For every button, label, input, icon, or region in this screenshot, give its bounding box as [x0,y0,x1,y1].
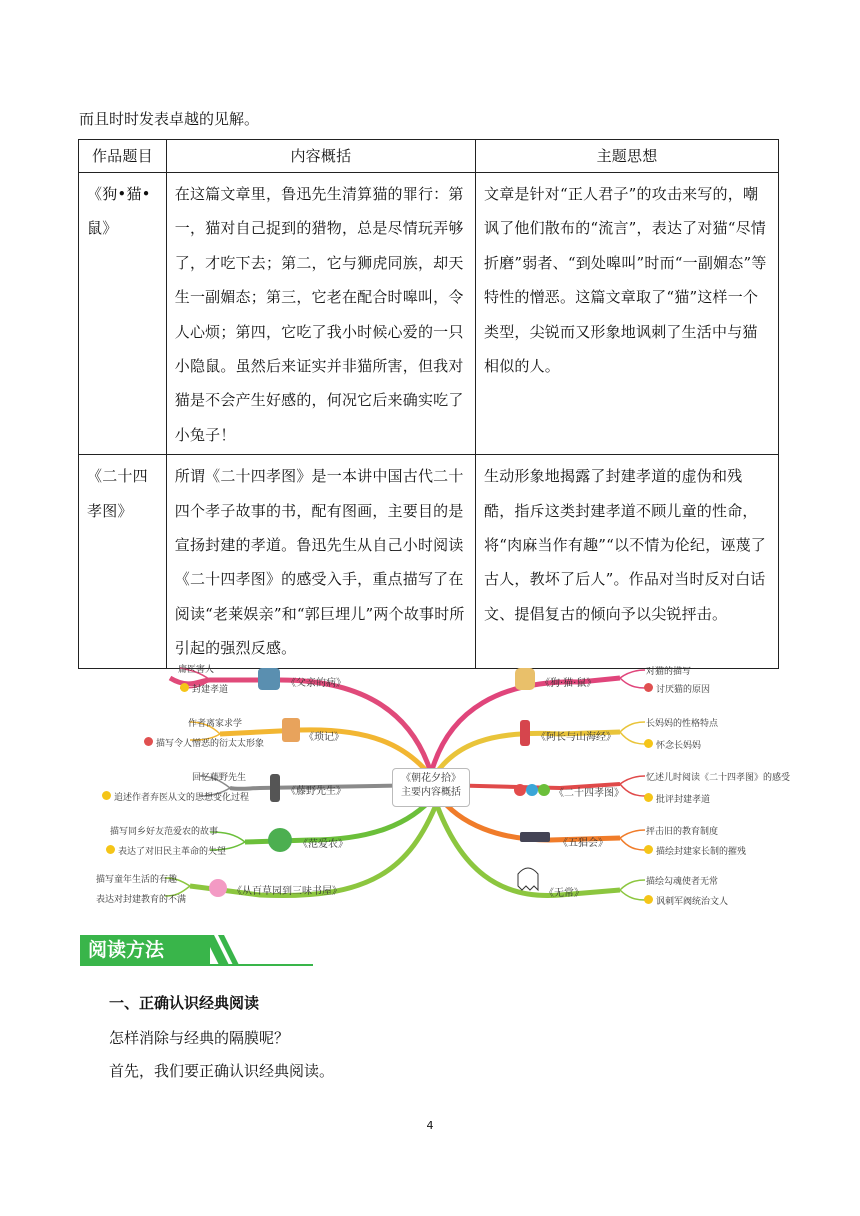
note: 抨击旧的教育制度 [646,827,719,837]
node-father-illness: 《父亲的病》 [286,678,346,689]
note: 表达对封建教育的不满 [96,895,187,905]
dog-icon [515,668,535,690]
sad-icon [644,845,653,854]
works-table [78,139,779,669]
note: 表达了对旧民主革命的失望 [118,847,227,857]
angry-icon [144,737,153,746]
teacher-icon [270,774,280,802]
node-dog-cat-mouse: 《狗·猫·鼠》 [540,678,597,689]
node-wuchang: 《无常》 [544,888,584,899]
mind-map [80,650,791,915]
sad-icon [106,845,115,854]
paragraph: 首先，我们要正确认识经典阅读。 [109,1062,335,1080]
section-heading: 一、正确认识经典阅读 [109,994,260,1012]
row-title: 《二十四孝图》 [79,455,167,668]
note: 庸医害人 [178,665,215,675]
paragraph: 怎样消除与经典的隔膜呢？ [109,1029,290,1047]
woman-icon [520,720,530,746]
banner-label: 阅读方法 [88,939,165,961]
smile-icon [644,739,653,748]
note: 回忆藤野先生 [192,773,247,783]
sweat-icon [102,791,111,800]
table-row [79,173,779,455]
tank-icon [520,832,550,842]
node-baicaoyuan: 《从百草园到三味书屋》 [232,886,342,897]
row-theme: 生动形象地揭露了封建孝道的虚伪和残酷，指斥这类封建孝道不顾儿童的性命，将“肉麻当作有趣”“以不情为伦纪，诬蔑了古人，教坏了后人”。作品对当时反对白话文、提倡复古的倾向予以尖锐抨击。 [476,455,779,668]
node-wuchang-hui: 《五猖会》 [558,838,608,849]
doctor-icon [258,668,280,690]
book-figure-icon [282,718,300,742]
node-24-filial: 《二十四孝图》 [554,788,624,799]
center-subtitle: 主要内容概括 [401,787,461,798]
note: 讨厌猫的原因 [656,685,711,695]
row-content: 所谓《二十四孝图》是一本讲中国古代二十四个孝子故事的书，配有图画，主要目的是宣扬封建的孝道。鲁迅先生从自己小时阅读《二十四孝图》的感受入手，重点描写了在阅读“老莱娱亲”和“郭巨埋儿”两个故事时所引起的强烈反感。 [166,455,475,668]
smile-icon [180,683,189,692]
node-fujino: 《藤野先生》 [286,786,346,797]
section-banner [80,935,313,967]
banner-stripes [204,935,244,965]
note: 长妈妈的性格特点 [646,719,719,729]
node-fan-ainong: 《范爱农》 [298,839,348,850]
row-title: 《狗•猫•鼠》 [79,173,167,455]
note: 描写童年生活的有趣 [96,875,178,885]
mind-map-center [392,768,470,807]
note: 封建孝道 [192,685,229,695]
note: 描绘封建家长制的摧残 [656,847,747,857]
header-title: 作品题目 [79,140,167,173]
note: 描绘勾魂使者无常 [646,877,719,887]
table-header-row [79,140,779,173]
family-icon [514,784,526,796]
table-row [79,455,779,668]
banner-underline [80,964,313,966]
header-theme: 主题思想 [476,140,779,173]
note: 描写同乡好友范爱农的故事 [110,827,219,837]
header-content: 内容概括 [166,140,475,173]
note: 批评封建孝道 [656,795,711,805]
angry-icon [644,683,653,692]
page-number: 4 [426,1119,434,1132]
ghost-icon [518,868,538,890]
intro-text: 而且时时发表卓越的见解。 [79,110,260,128]
note: 追述作者弃医从文的思想变化过程 [114,793,250,803]
note: 对猫的描写 [646,667,692,677]
flower-icon [209,879,227,897]
note: 作者离家求学 [188,719,243,729]
center-title: 《朝花夕拾》 [401,773,461,784]
node-ah-chang: 《阿长与山海经》 [536,732,616,743]
row-theme: 文章是针对“正人君子”的攻击来写的，嘲讽了他们散布的“流言”，表达了对猫“尽情折磨”弱者、“到处嗥叫”时而“一副媚态”等特性的憎恶。这篇文章取了“猫”这样一个类型，尖锐而又形象地讽刺了生活中与猫相似的人。 [476,173,779,455]
smile-icon [644,895,653,904]
note: 讽刺军阀统治文人 [656,897,729,907]
globe-icon [268,828,292,852]
row-content: 在这篇文章里，鲁迅先生清算猫的罪行：第一，猫对自己捉到的猎物，总是尽情玩弄够了，才吃下去；第二，它与狮虎同族，却天生一副媚态；第三，它老在配合时嗥叫，令人心烦；第四，它吃了我小时候心爱的一只小隐鼠。虽然后来证实并非猫所害，但我对猫是不会产生好感的，何况它后来确实吃了小兔子！ [166,173,475,455]
node-suoji: 《琐记》 [304,732,344,743]
note: 怀念长妈妈 [656,741,702,751]
frown-icon [644,793,653,802]
note: 描写令人憎恶的衍太太形象 [156,739,265,749]
note: 忆述儿时阅读《二十四孝图》的感受 [646,773,791,783]
